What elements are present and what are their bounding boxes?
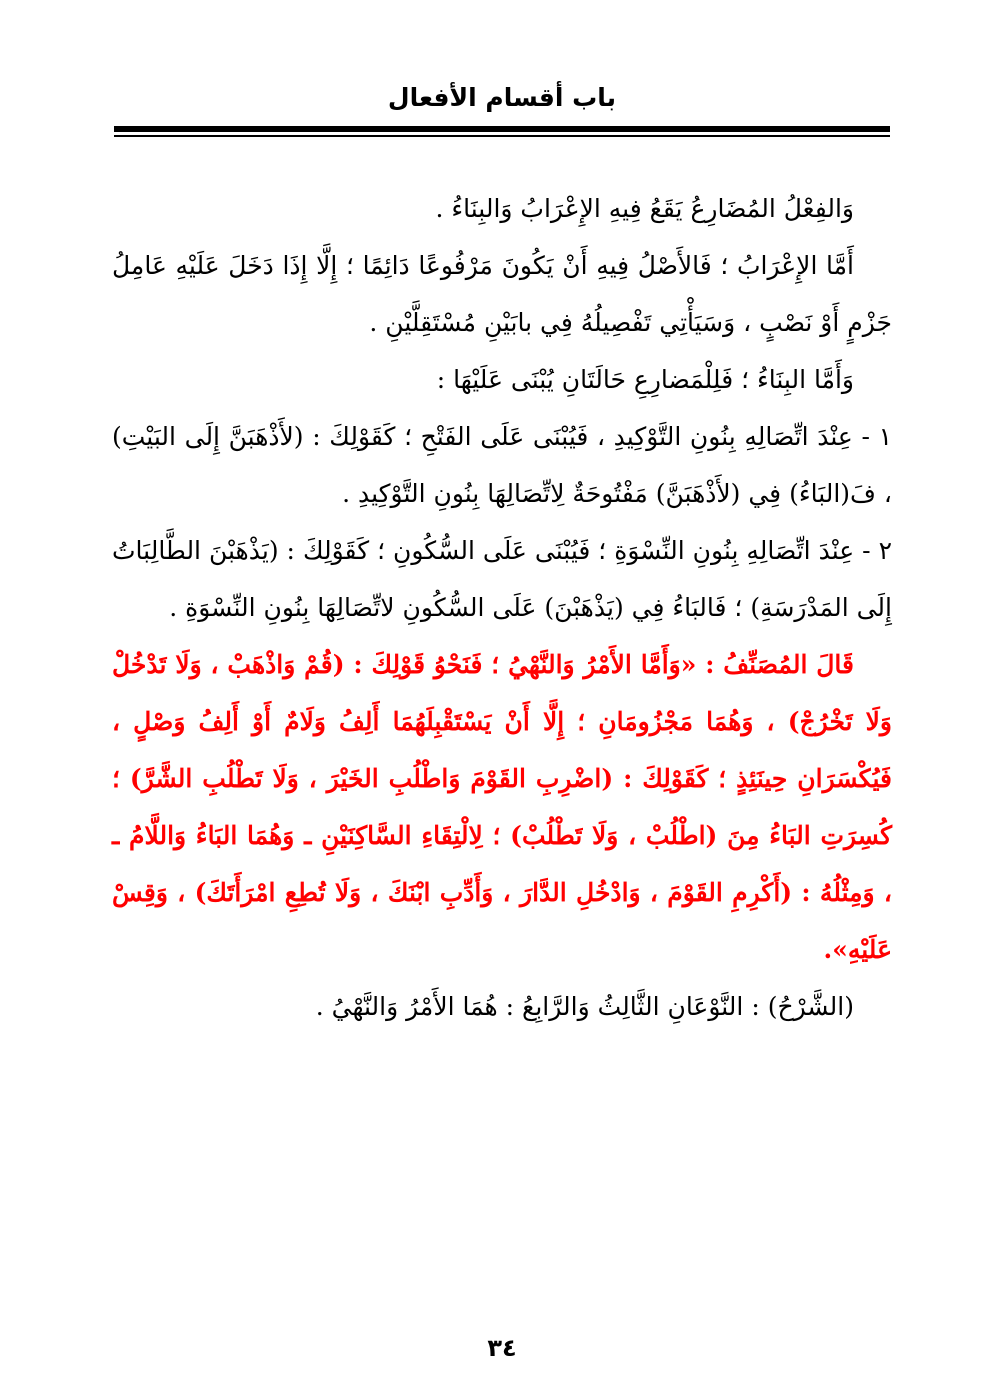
page-number: ٣٤ (487, 1334, 517, 1362)
main-text (112, 180, 892, 1035)
chapter-title: باب أقسام الأفعال (387, 83, 617, 112)
paragraph-verb-intro: وَالفِعْلُ المُضَارِعُ يَقَعُ فِيهِ الإِعْرَابُ وَالبِنَاءُ . (435, 194, 854, 223)
paragraph-irab: أَمَّا الإِعْرَابُ ؛ فَالأَصْلُ فِيهِ أَنْ يَكُونَ مَرْفُوعًا دَائِمًا ؛ إِلَّا إِذَا دَخَلَ عَلَيْهِ عَامِلُ جَزْمٍ أَوْ نَصْبٍ ، وَسَيَأْتِي تَفْصِيلُهُ فِي بابَيْنِ مُسْتَقِلَّيْنِ . (112, 251, 892, 337)
paragraph-bina: وَأَمَّا البِنَاءُ ؛ فَلِلْمَضارِعِ حَالَتَانِ يُبْنَى عَلَيْهَا : (436, 365, 854, 394)
header-rule-thick (114, 126, 890, 132)
author-quote: قَالَ المُصَنِّفُ : «وَأَمَّا الأَمْرُ وَالنَّهْيُ ؛ فَنَحْوُ قَوْلِكَ : (قُمْ وَاذْهَبْ ، وَلَا تَدْخُلْ وَلَا تَخْرُجْ) ، وَهُمَا مَجْزُومَانِ ؛ إِلَّا أَنْ يَسْتَقْبِلَهُمَا أَلِفُ وَلَامٌ أَوْ أَلِفُ وَصْلٍ ، فَيُكْسَرَانِ حِينَئِذٍ ؛ كَقَوْلِكَ : (اضْرِبِ القَوْمَ وَاطْلُبِ الخَيْرَ ، وَلَا تَطْلُبِ الشَّرَّ) ؛ كُسِرَتِ البَاءُ مِنَ (اطْلُبْ ، وَلَا تَطْلُبْ) ؛ لِالْتِقَاءِ السَّاكِنَيْنِ ـ وَهُمَا البَاءُ وَاللَّامُ ـ ، وَمِثْلُهُ : (أَكْرِمِ القَوْمَ ، وَادْخُلِ الدَّارَ ، وَأَدِّبِ ابْنَكَ ، وَلَا تُطِعِ امْرَأَتَكَ) ، وَقِسْ عَلَيْهِ». (112, 650, 892, 964)
header-rule-thin (114, 135, 890, 137)
paragraph-case-two: ٢ - عِنْدَ اتِّصَالِهِ بِنُونِ النِّسْوَةِ ؛ فَيُبْنَى عَلَى السُّكُونِ ؛ كَقَوْلِكَ : (يَذْهَبْنَ الطَّالِبَاتُ إِلَى المَدْرَسَةِ) ؛ فَالبَاءُ فِي (يَذْهَبْنَ) عَلَى السُّكُونِ لاتِّصَالِهَا بِنُونِ النِّسْوَةِ . (112, 536, 892, 622)
paragraph-case-one: ١ - عِنْدَ اتِّصَالِهِ بِنُونِ التَّوْكِيدِ ، فَيُبْنَى عَلَى الفَتْحِ ؛ كَقَوْلِكَ : (لأَذْهَبَنَّ إِلَى البَيْتِ) ، فَ(البَاءُ) فِي (لأَذْهَبَنَّ) مَفْتُوحَةٌ لِاتِّصَالِهَا بِنُونِ التَّوْكِيدِ . (112, 422, 892, 508)
paragraph-explanation: (الشَّرْحُ) : النَّوْعَانِ الثَّالِثُ وَالرَّابِعُ : هُمَا الأَمْرُ وَالنَّهْيُ . (315, 992, 854, 1021)
